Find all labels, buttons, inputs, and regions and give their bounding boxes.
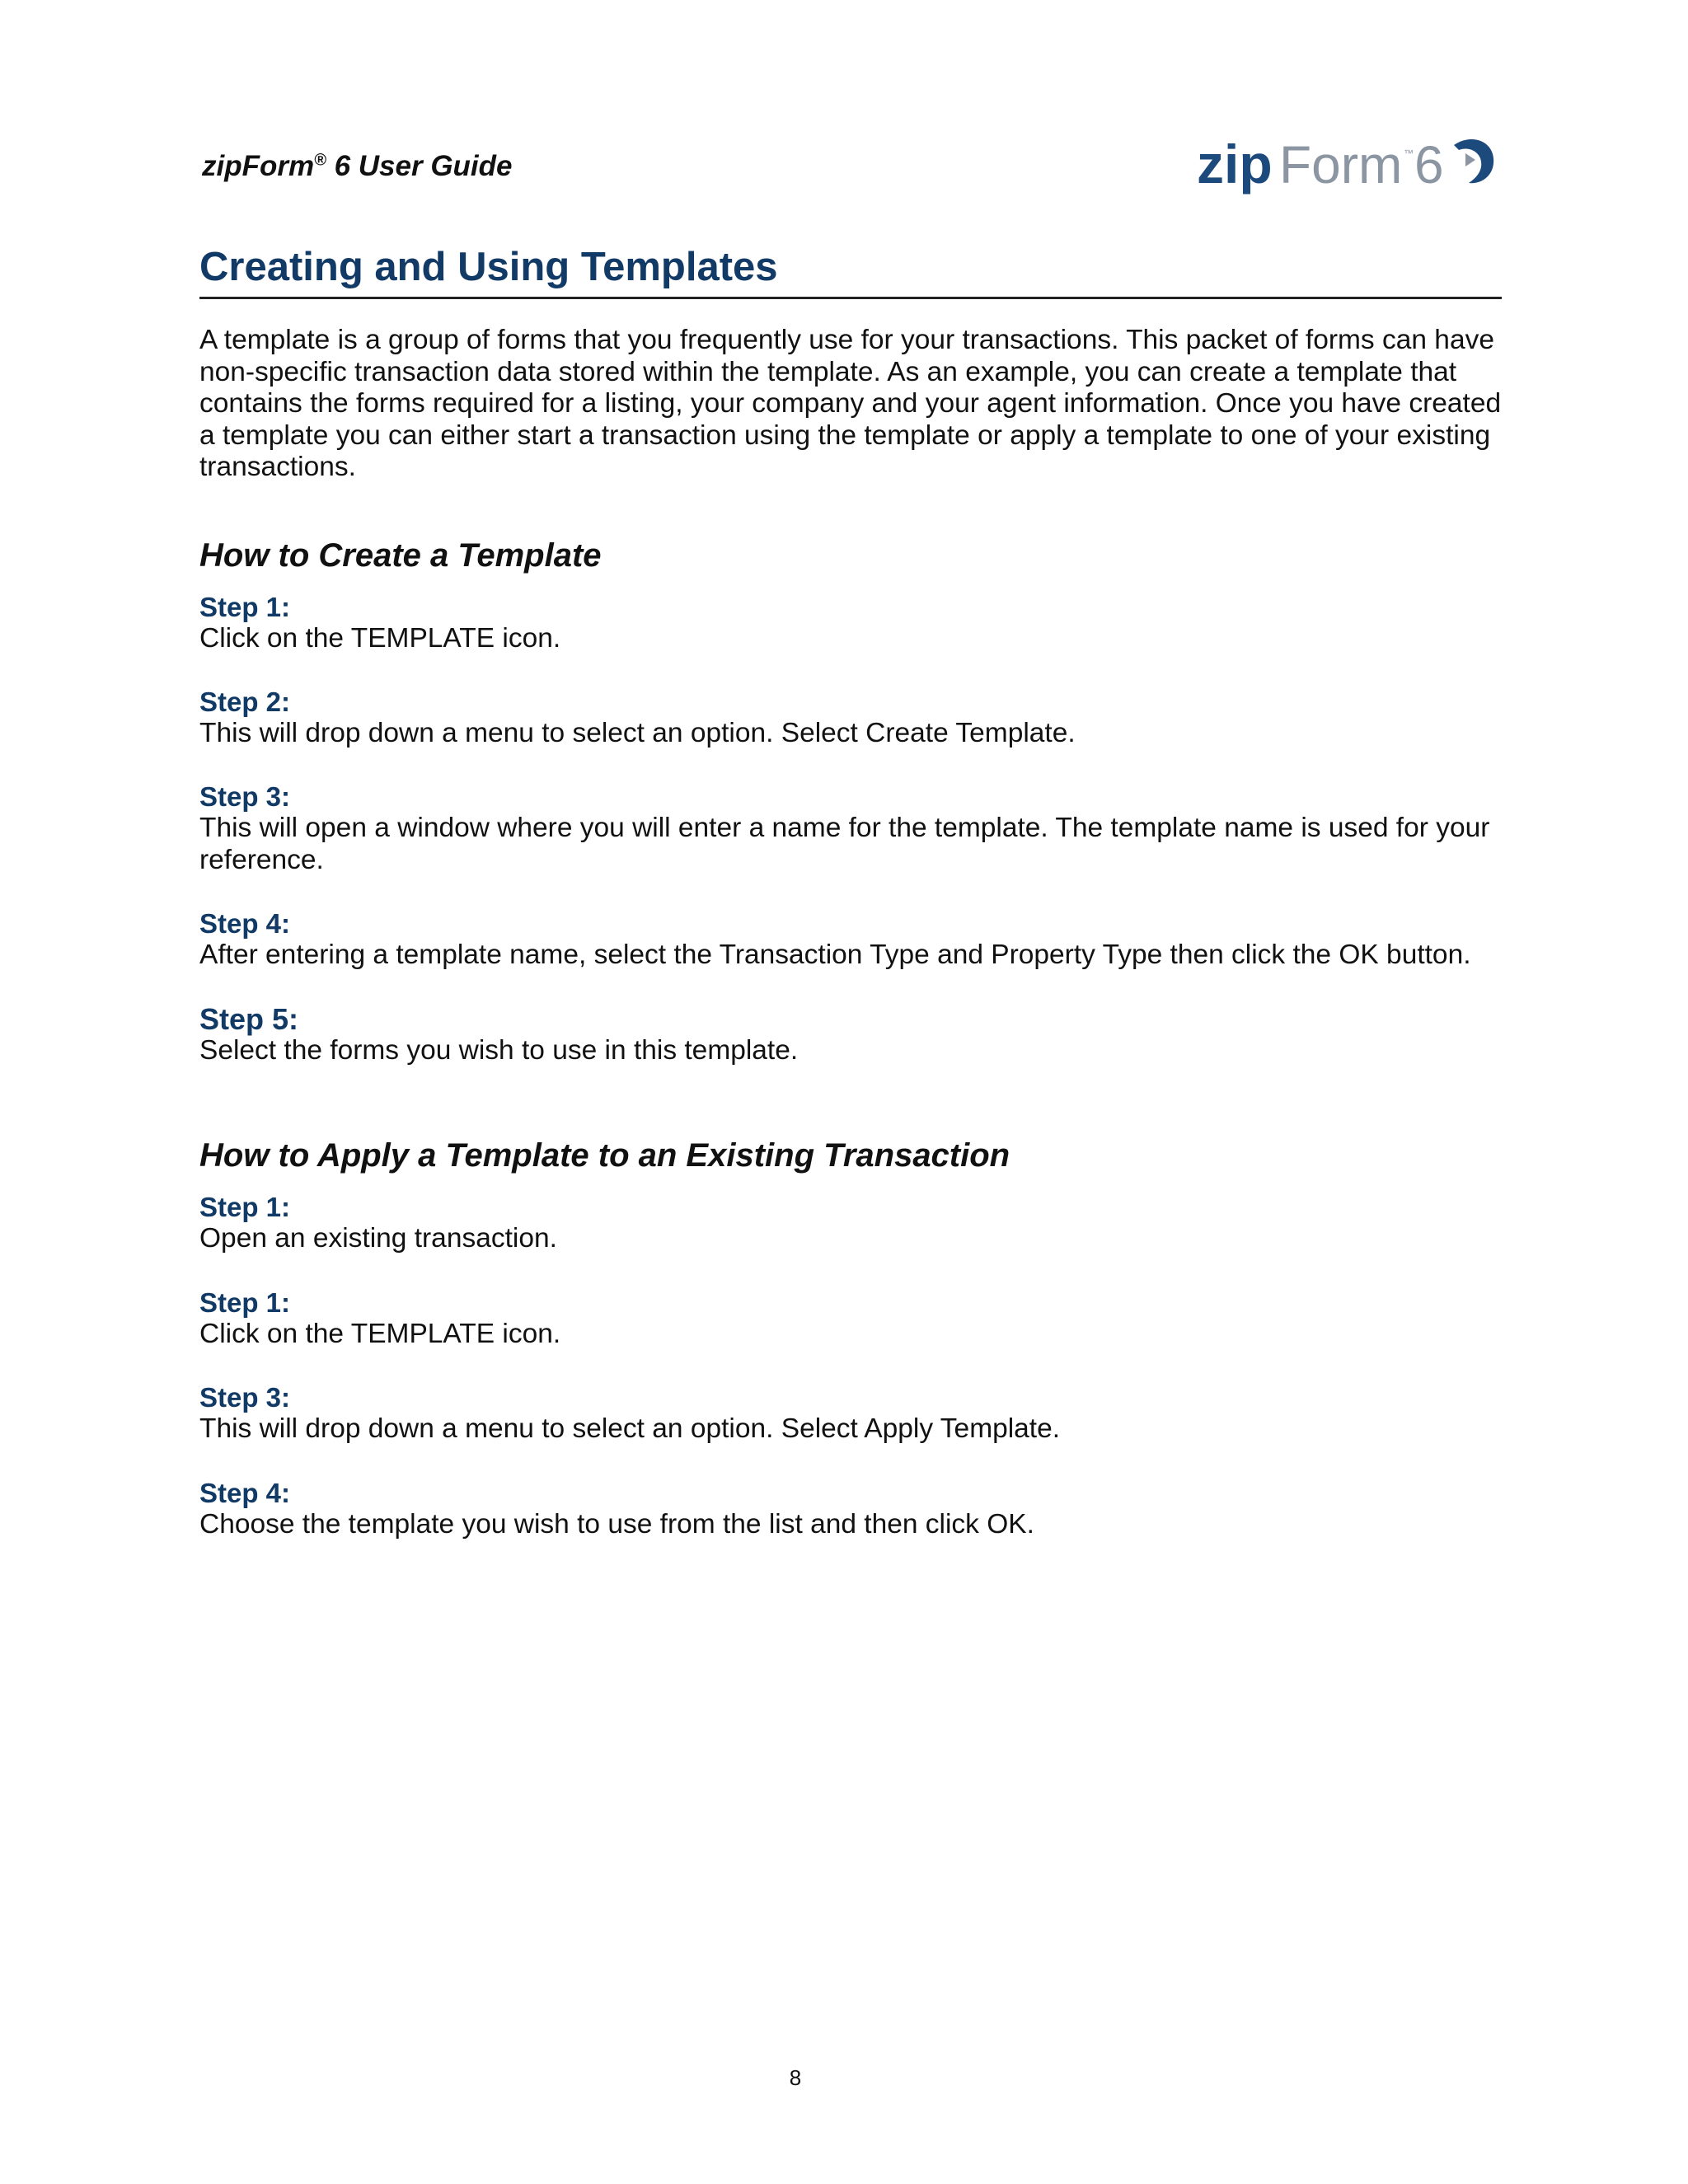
apply-template-heading: How to Apply a Template to an Existing Transaction bbox=[199, 1137, 1010, 1174]
step-text: Open an existing transaction. bbox=[199, 1223, 557, 1254]
create-step-5 bbox=[199, 1004, 1510, 1067]
step-text: Select the forms you wish to use in this template. bbox=[199, 1035, 799, 1066]
section-title: Creating and Using Templates bbox=[199, 245, 778, 289]
step-label: Step 1: bbox=[199, 1287, 291, 1318]
step-label: Step 4: bbox=[199, 908, 291, 939]
logo-zip-text: zip bbox=[1197, 134, 1273, 194]
step-text: Choose the template you wish to use from the list and then click OK. bbox=[199, 1509, 1034, 1540]
step-text: After entering a template name, select the Transaction Type and Property Type then click the OK button. bbox=[199, 940, 1471, 970]
step-label: Step 1: bbox=[199, 1192, 291, 1222]
step-label: Step 3: bbox=[199, 781, 291, 812]
step-label: Step 1: bbox=[199, 592, 291, 622]
zipform-logo bbox=[1193, 132, 1498, 199]
page-number: 8 bbox=[789, 2065, 802, 2090]
create-step-4 bbox=[199, 908, 1510, 972]
create-step-1 bbox=[199, 592, 1510, 655]
step-label: Step 4: bbox=[199, 1478, 291, 1508]
running-header bbox=[202, 152, 513, 180]
guide-brand: zipForm bbox=[202, 150, 315, 182]
step-label: Step 3: bbox=[199, 1382, 291, 1413]
logo-trademark: ™ bbox=[1404, 148, 1414, 159]
registered-mark: ® bbox=[314, 151, 326, 170]
apply-step-2 bbox=[199, 1287, 1510, 1351]
step-text: This will open a window where you will enter a name for the template. The template name is used for your reference. bbox=[199, 813, 1490, 875]
step-text: Click on the TEMPLATE icon. bbox=[199, 623, 561, 654]
logo-version-text: 6 bbox=[1414, 135, 1444, 194]
create-step-2 bbox=[199, 687, 1510, 750]
section-divider bbox=[199, 297, 1502, 299]
create-template-heading: How to Create a Template bbox=[199, 537, 602, 574]
intro-paragraph: A template is a group of forms that you frequently use for your transactions. This packet of forms can have non-specific transaction data stored within the template. As an example, you can create a template that contains the forms required for a listing, your company and your agent information. Once you have created a template you can either start a transaction using the template or apply a template to one of your existing transactions. bbox=[199, 325, 1502, 482]
apply-step-3 bbox=[199, 1382, 1510, 1446]
step-label: Step 5: bbox=[199, 1002, 299, 1036]
create-step-3 bbox=[199, 781, 1510, 876]
logo-form-text: Form bbox=[1279, 135, 1403, 194]
apply-step-1 bbox=[199, 1192, 1510, 1255]
guide-title-rest: 6 User Guide bbox=[326, 150, 513, 182]
logo-swoosh-icon bbox=[1454, 139, 1493, 183]
step-text: Click on the TEMPLATE icon. bbox=[199, 1319, 561, 1349]
step-label: Step 2: bbox=[199, 687, 291, 717]
step-text: This will drop down a menu to select an option. Select Create Template. bbox=[199, 718, 1076, 748]
apply-step-4 bbox=[199, 1478, 1510, 1541]
step-text: This will drop down a menu to select an option. Select Apply Template. bbox=[199, 1413, 1061, 1444]
